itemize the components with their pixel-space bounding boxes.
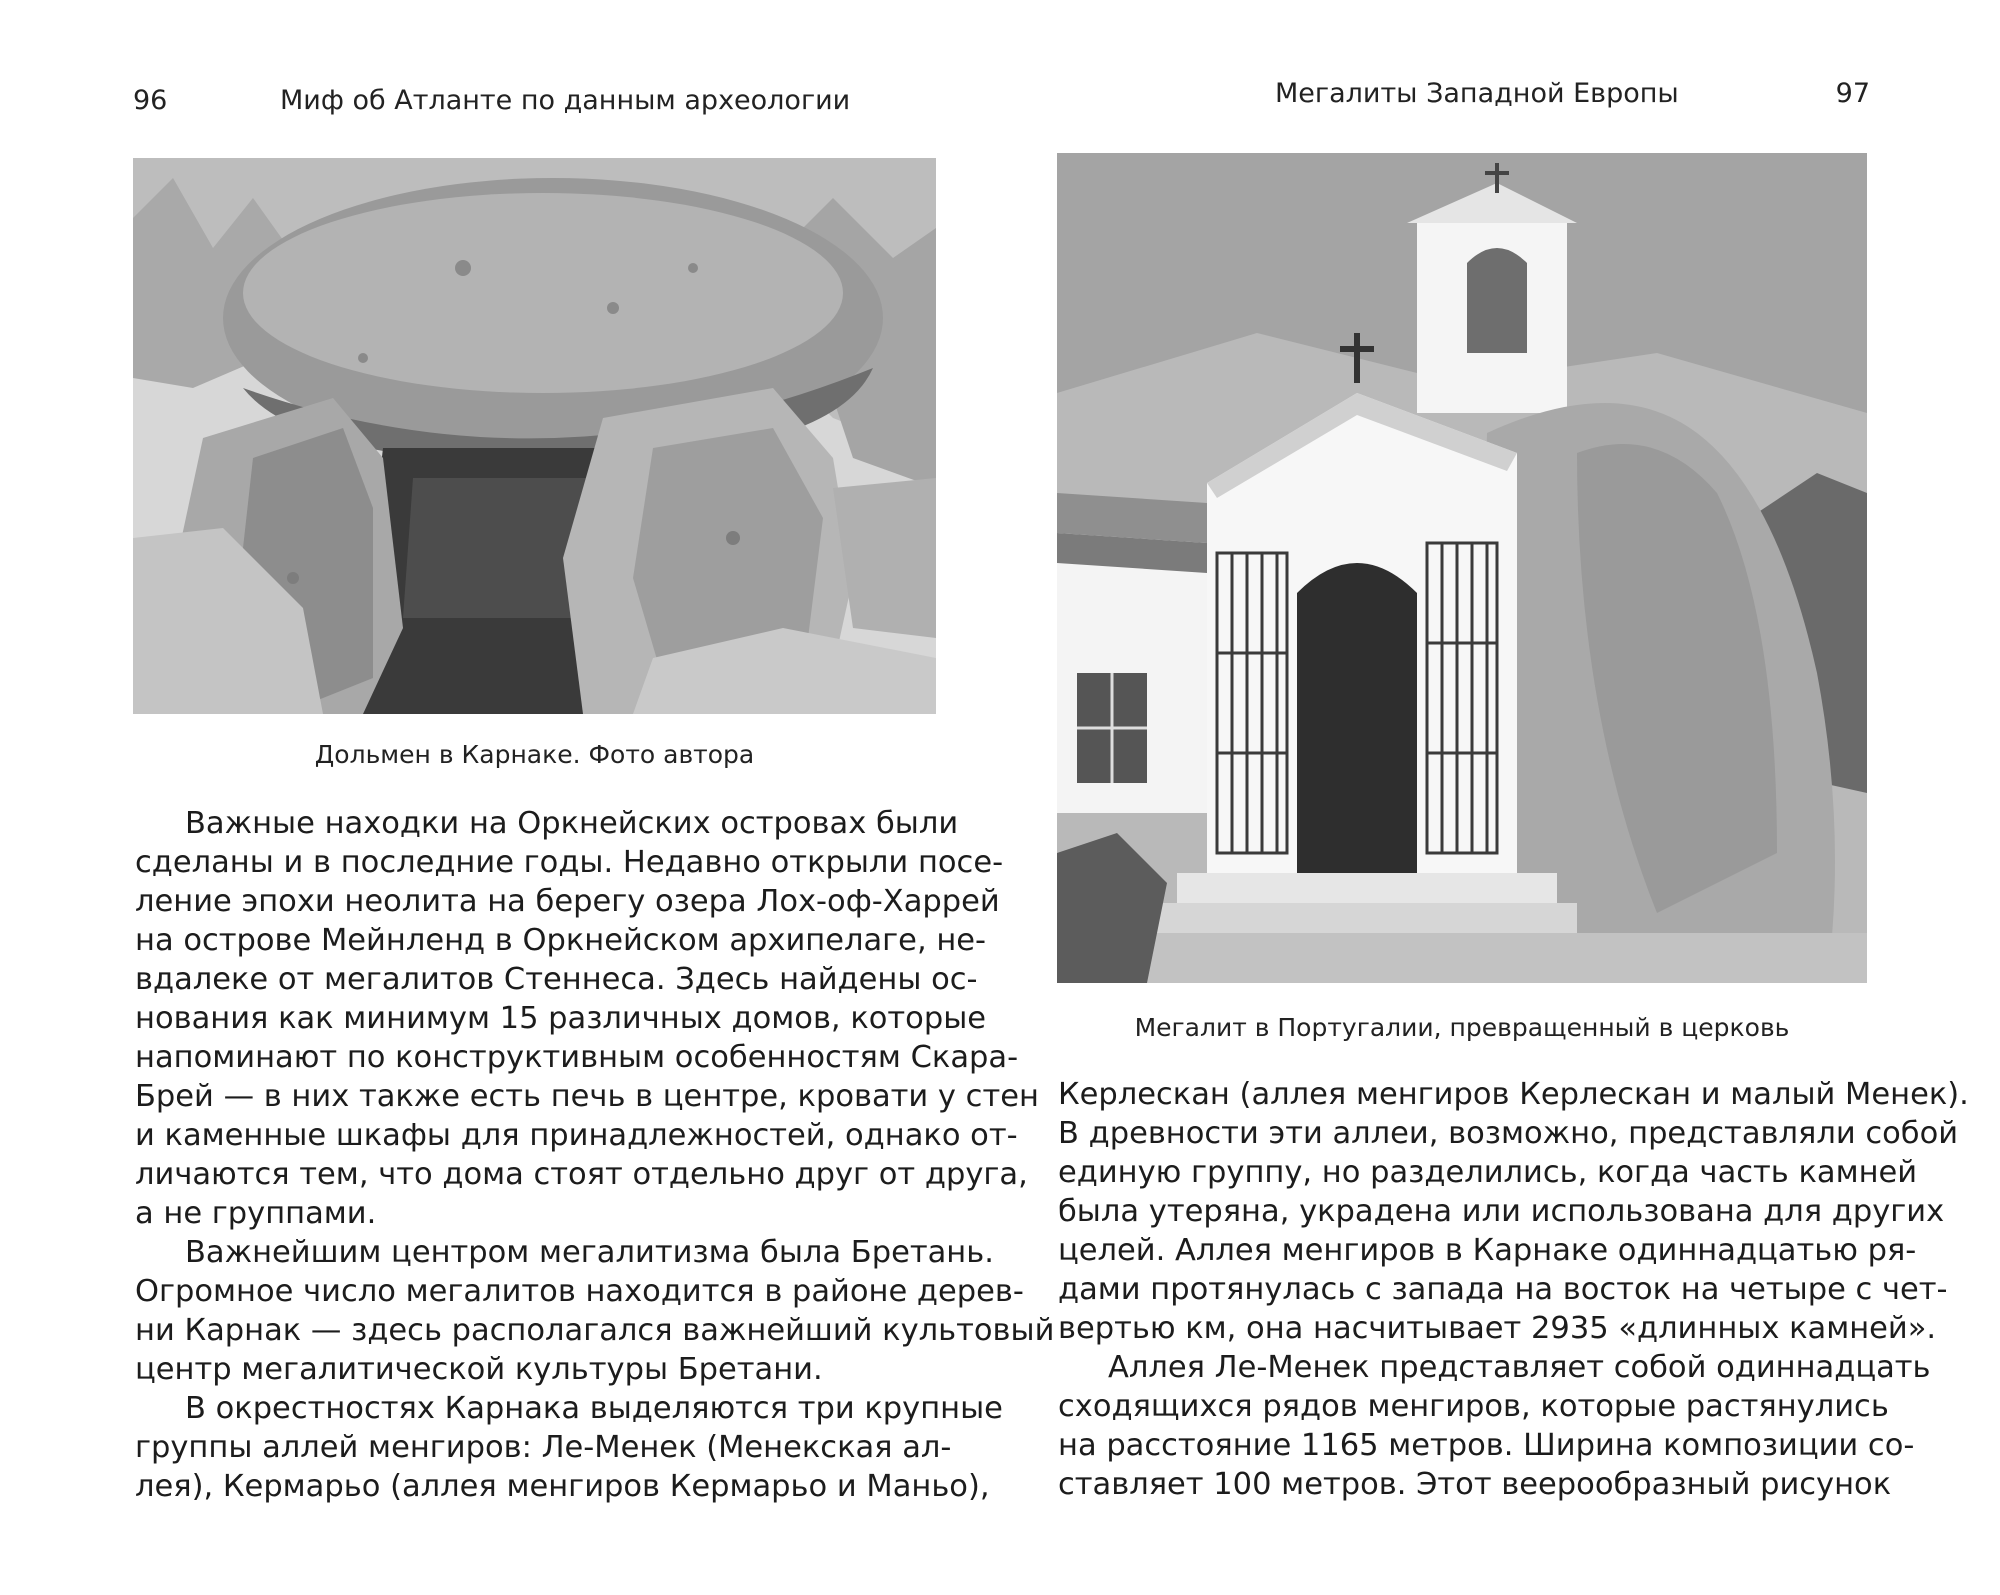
text-line: Керлескан (аллея менгиров Керлескан и малый Менек). [1058,1077,1969,1112]
text-line: Брей — в них также есть печь в центре, кровати у стен [135,1079,1039,1114]
text-line: была утеряна, украдена или использована для других [1058,1194,1945,1229]
page-number-left: 96 [133,85,168,116]
body-text-left [135,804,1055,1506]
text-line: Огромное число мегалитов находится в районе дерев- [135,1274,1024,1309]
text-line: дами протянулась с запада на восток на четыре с чет- [1058,1272,1948,1307]
page-number-right: 97 [1835,78,1870,109]
text-line: Аллея Ле-Менек представляет собой одиннадцать [1108,1350,1931,1385]
text-line: нования как минимум 15 различных домов, которые [135,1001,987,1036]
dolmen-illustration [133,158,936,714]
church-illustration [1057,153,1867,983]
text-line: сделаны и в последние годы. Недавно открыли посе- [135,845,1004,880]
photo-caption-left: Дольмен в Карнаке. Фото автора [314,740,755,769]
body-text-right [1058,1075,1969,1504]
text-line: Важные находки на Оркнейских островах были [185,806,959,841]
text-line: Важнейшим центром мегалитизма была Бретань. [185,1235,994,1270]
text-line: и каменные шкафы для принадлежностей, однако от- [135,1118,1018,1153]
church-megalith-photo [1057,153,1867,983]
text-line: вдалеке от мегалитов Стеннеса. Здесь найдены ос- [135,962,978,997]
running-head-right: Мегалиты Западной Европы [1275,78,1679,109]
text-line: единую группу, но разделились, когда часть камней [1058,1155,1918,1190]
text-line: а не группами. [135,1196,377,1231]
text-line: личаются тем, что дома стоят отдельно друг от друга, [135,1157,1028,1192]
text-line: группы аллей менгиров: Ле-Менек (Менекская ал- [135,1430,952,1465]
text-line: на острове Мейнленд в Оркнейском архипелаге, не- [135,923,987,958]
text-line: вертью км, она насчитывает 2935 «длинных камней». [1058,1311,1937,1346]
text-line: на расстояние 1165 метров. Ширина композиции со- [1058,1428,1915,1463]
text-line: ставляет 100 метров. Этот веерообразный рисунок [1058,1467,1892,1502]
text-line: ление эпохи неолита на берегу озера Лох-оф-Харрей [135,884,1000,919]
text-line: В окрестностях Карнака выделяются три крупные [185,1391,1003,1426]
text-line: центр мегалитической культуры Бретани. [135,1352,823,1387]
dolmen-photo [133,158,936,714]
running-head-left: Миф об Атланте по данным археологии [280,85,851,116]
text-line: целей. Аллея менгиров в Карнаке одиннадцатью ря- [1058,1233,1917,1268]
text-line: напоминают по конструктивным особенностям Скара- [135,1040,1019,1075]
text-line: ни Карнак — здесь располагался важнейший культовый [135,1313,1055,1348]
photo-caption-right: Мегалит в Португалии, превращенный в церковь [1134,1013,1790,1042]
text-line: В древности эти аллеи, возможно, представляли собой [1058,1116,1959,1151]
right-page [1000,0,2000,1595]
text-line: сходящихся рядов менгиров, которые растянулись [1058,1389,1889,1424]
text-line: лея), Кермарьо (аллея менгиров Кермарьо и Маньо), [135,1469,990,1504]
